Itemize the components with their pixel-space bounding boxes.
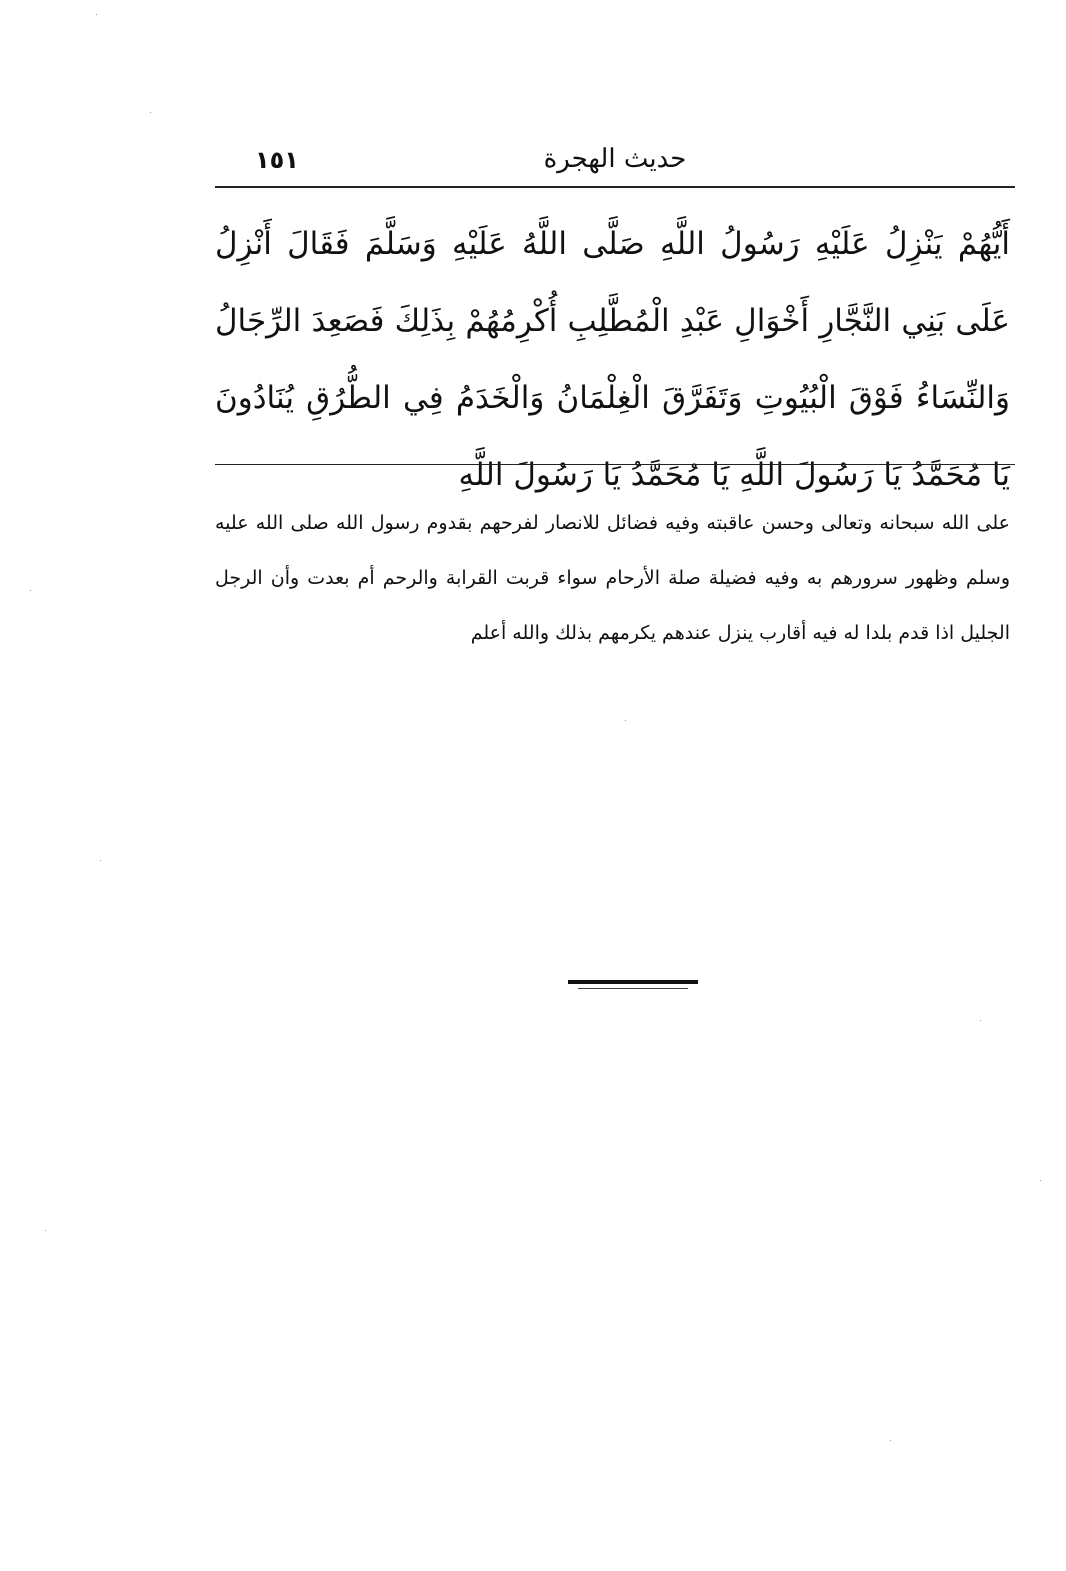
scan-speck (150, 112, 151, 113)
scan-speck (1040, 1180, 1041, 1181)
scan-speck (625, 720, 626, 721)
scan-speck (890, 1440, 891, 1441)
running-title: حديث الهجرة (543, 144, 687, 174)
scan-speck (30, 590, 31, 591)
scan-speck (96, 14, 97, 15)
header-rule (215, 186, 1015, 188)
commentary-text: على الله سبحانه وتعالى وحسن عاقبته وفيه فضائل للانصار لفرحهم بقدوم رسول الله صلى الله عليه وسلم وظهور سرورهم به وفيه فضيلة صلة الأرحام سواء قربت القرابة والرحم أم بعدت وأن الرجل الجليل اذا قدم بلدا له فيه أقارب ينزل عندهم يكرمهم بذلك والله أعلم (215, 512, 1010, 644)
scan-speck (100, 860, 101, 861)
end-rule-underline (578, 988, 688, 989)
main-hadith-text: أَيُّهُمْ يَنْزِلُ عَلَيْهِ رَسُولُ اللَّهِ صَلَّى اللَّهُ عَلَيْهِ وَسَلَّمَ فَقَالَ أَنْزِلُ عَلَى بَنِي النَّجَّارِ أَخْوَالِ عَبْدِ الْمُطَّلِبِ أُكْرِمُهُمْ بِذَلِكَ فَصَعِدَ الرِّجَالُ وَالنِّسَاءُ فَوْقَ الْبُيُوتِ وَتَفَرَّقَ الْغِلْمَانُ وَالْخَدَمُ فِي الطُّرُقِ يُنَادُونَ يَا مُحَمَّدُ يَا رَسُولَ اللَّهِ يَا مُحَمَّدُ يَا رَسُولَ اللَّهِ (215, 226, 1010, 493)
page-number: ١٥١ (255, 146, 299, 174)
scan-speck (980, 1020, 981, 1021)
scan-speck (45, 1230, 46, 1231)
end-rule-ornament (568, 980, 698, 984)
footnote-divider (215, 464, 1015, 465)
page-header (215, 140, 1015, 180)
